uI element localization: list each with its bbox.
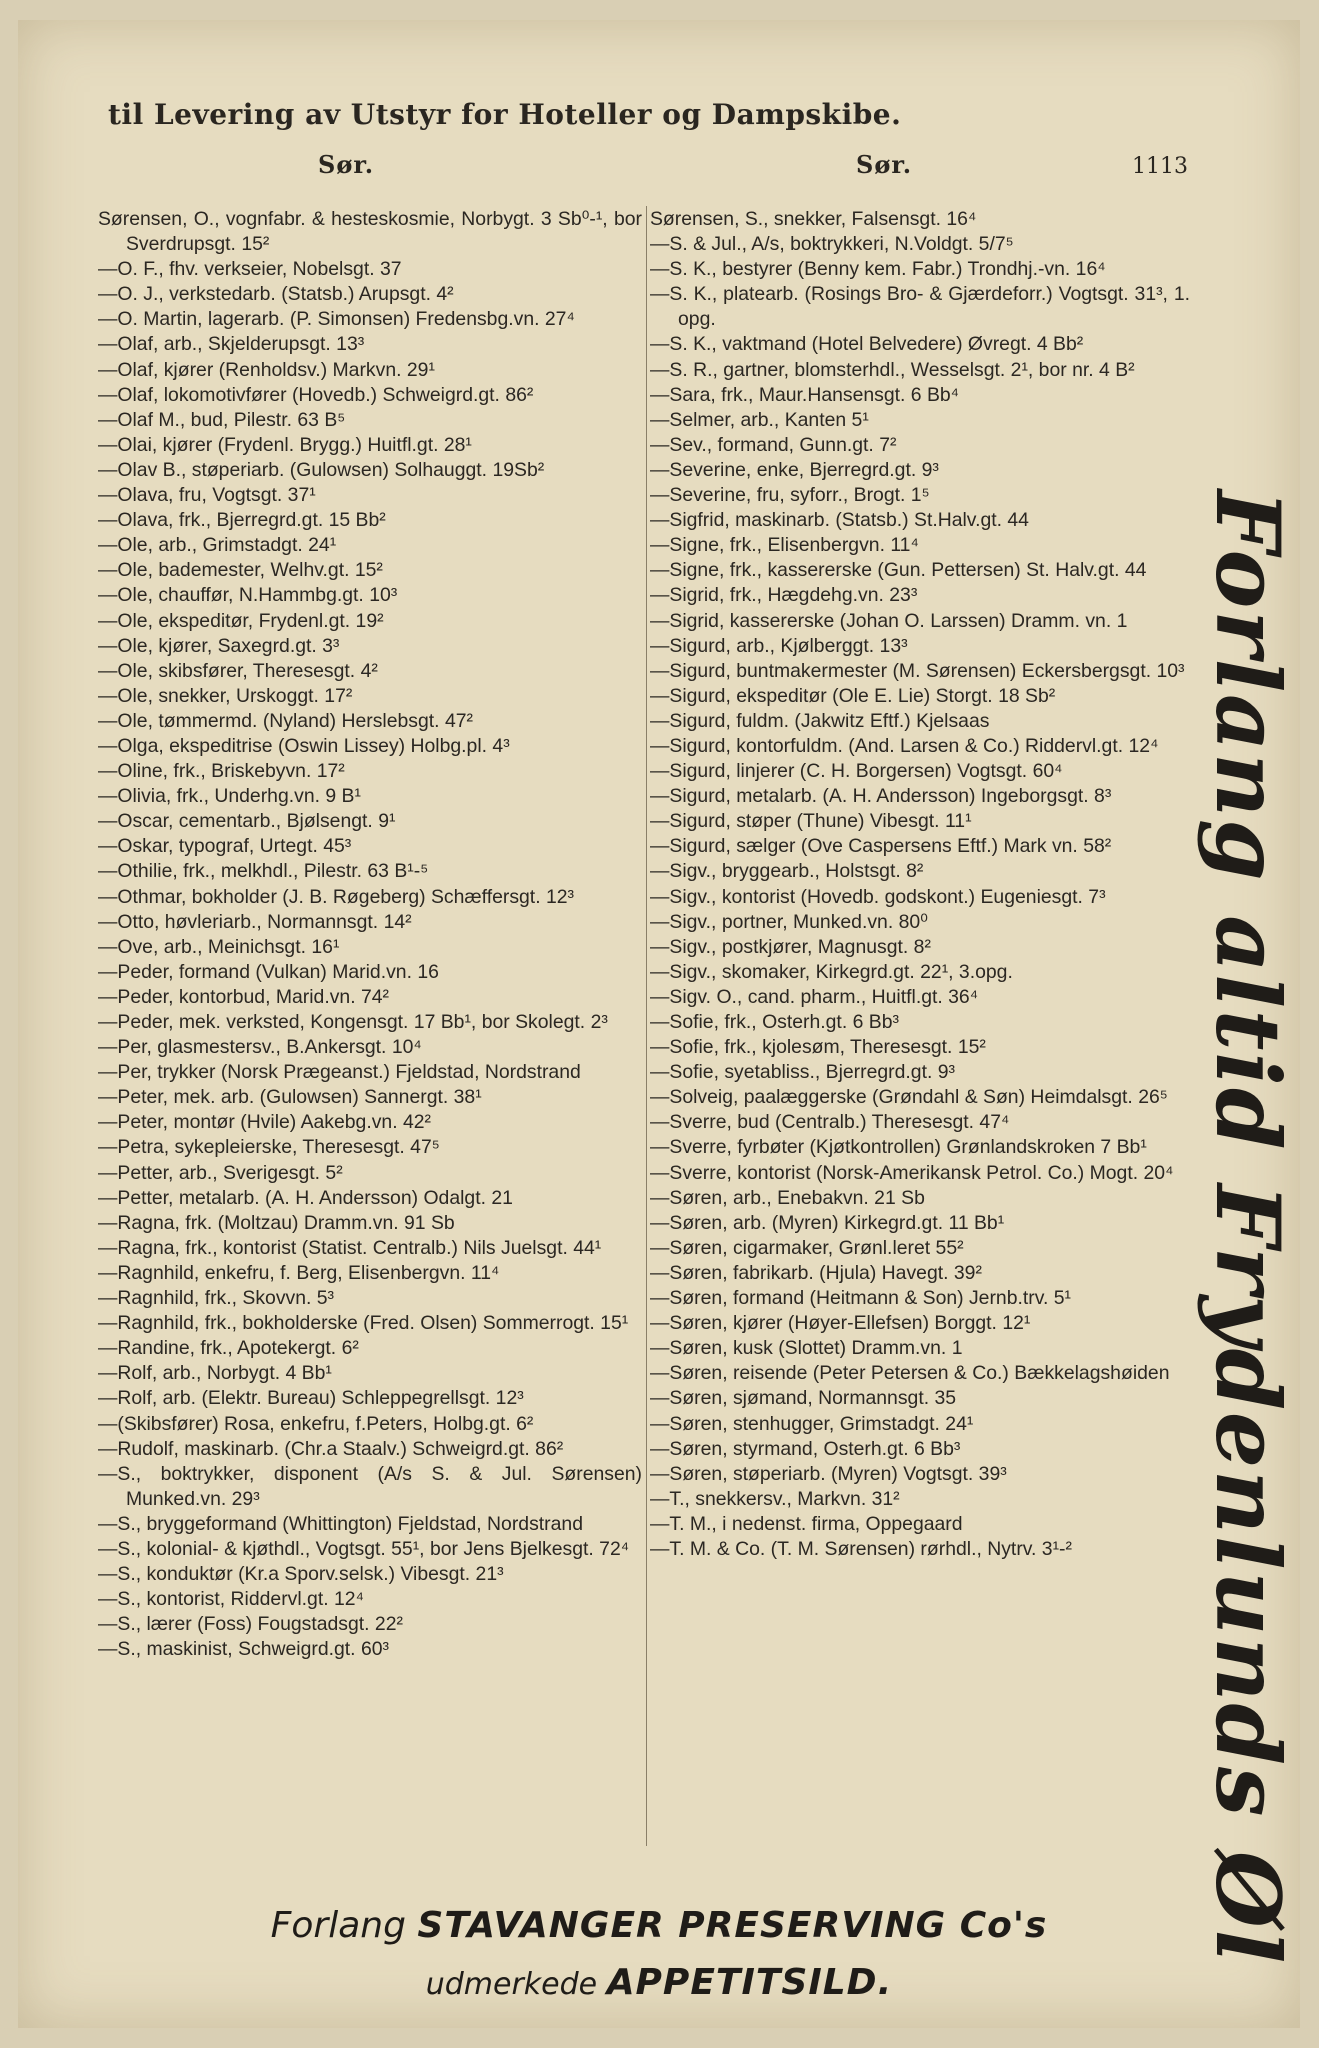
directory-entry: —Olava, fru, Vogtsgt. 37¹ — [98, 484, 316, 507]
directory-entry: Sørensen, S., snekker, Falsensgt. 16⁴ — [650, 208, 977, 230]
directory-entry: —Othilie, frk., melkhdl., Pilestr. 63 B¹-⁵ — [98, 860, 429, 883]
directory-entry: —Sigv., portner, Munked.vn. 80⁰ — [650, 910, 928, 933]
directory-entry: —S., konduktør (Kr.a Sporv.selsk.) Vibesgt. 21³ — [98, 1563, 504, 1586]
directory-entry: —S. R., gartner, blomsterhdl., Wesselsgt. 2¹, bor nr. 4 B² — [650, 358, 1135, 381]
directory-entry: —S., boktrykker, disponent (A/s S. & Jul. Sørensen) Munked.vn. 29³ — [98, 1462, 642, 1510]
directory-entry: —S., maskinist, Schweigrd.gt. 60³ — [98, 1638, 389, 1661]
directory-entry: —Søren, styrmand, Osterh.gt. 6 Bb³ — [650, 1437, 961, 1460]
directory-entry: —Rolf, arb. (Elektr. Bureau) Schleppegrellsgt. 12³ — [98, 1387, 524, 1410]
directory-entry: —T., snekkersv., Markvn. 31² — [650, 1487, 900, 1510]
directory-entry: —Sverre, fyrbøter (Kjøtkontrollen) Grønlandskroken 7 Bb¹ — [650, 1136, 1147, 1159]
directory-entry: —Ole, bademester, Welhv.gt. 15² — [98, 559, 383, 582]
directory-entry: —Peder, kontorbud, Marid.vn. 74² — [98, 985, 390, 1008]
directory-entry: —Olaf, lokomotivfører (Hovedb.) Schweigrd.gt. 86² — [98, 383, 534, 406]
directory-entry: —Sigv., skomaker, Kirkegrd.gt. 22¹, 3.opg. — [650, 960, 1013, 983]
footer-line1-prefix: Forlang — [270, 1905, 406, 1946]
right-column-heading: Sør. — [856, 150, 913, 179]
directory-entry: —Ole, ekspeditør, Frydenl.gt. 19² — [98, 609, 384, 632]
directory-entry: —O. Martin, lagerarb. (P. Simonsen) Fredensbg.vn. 27⁴ — [98, 308, 575, 331]
right-column-entries — [650, 207, 1190, 1562]
directory-entry: —Olivia, frk., Underhg.vn. 9 B¹ — [98, 785, 361, 808]
directory-entry: —Ove, arb., Meinichsgt. 16¹ — [98, 935, 340, 958]
directory-entry: —Ole, skibsfører, Theresesgt. 4² — [98, 659, 378, 682]
directory-entry: —Sigurd, buntmakermester (M. Sørensen) Eckersbergsgt. 10³ — [650, 659, 1185, 682]
directory-entry: —Ragnhild, enkefru, f. Berg, Elisenbergvn. 11⁴ — [98, 1261, 500, 1284]
directory-entry: —S., lærer (Foss) Fougstadsgt. 22² — [98, 1613, 403, 1636]
directory-entry: —Peder, formand (Vulkan) Marid.vn. 16 — [98, 960, 439, 983]
directory-entry: —Petter, arb., Sverigesgt. 5² — [98, 1161, 343, 1184]
directory-entry: —Søren, formand (Heitmann & Son) Jernb.trv. 5¹ — [650, 1287, 1071, 1310]
header-advertisement: til Levering av Utstyr for Hoteller og Dampskibe. — [108, 98, 902, 131]
directory-entry: —Sigurd, ekspeditør (Ole E. Lie) Storgt. 18 Sb² — [650, 684, 1056, 707]
directory-entry: —Sofie, frk., kjolesøm, Theresesgt. 15² — [650, 1036, 986, 1059]
directory-entry: —Sverre, kontorist (Norsk-Amerikansk Petrol. Co.) Mogt. 20⁴ — [650, 1161, 1174, 1184]
directory-entry: —Otto, høvleriarb., Normannsgt. 14² — [98, 910, 412, 933]
directory-entry: —Ole, arb., Grimstadgt. 24¹ — [98, 534, 337, 557]
directory-entry: —Oskar, typograf, Urtegt. 45³ — [98, 835, 352, 858]
directory-entry: —Oline, frk., Briskebyvn. 17² — [98, 760, 345, 783]
directory-entry: —Sigurd, linjerer (C. H. Borgersen) Vogtsgt. 60⁴ — [650, 760, 1063, 783]
directory-entry: —Søren, sjømand, Normannsgt. 35 — [650, 1387, 957, 1410]
directory-entry: —Sigurd, støper (Thune) Vibesgt. 11¹ — [650, 810, 972, 833]
left-column-entries — [98, 207, 642, 1662]
footer-advertisement-line1 — [18, 1905, 1300, 1946]
directory-entry: —S. K., platearb. (Rosings Bro- & Gjærdeforr.) Vogtsgt. 31³, 1. opg. — [650, 283, 1190, 331]
directory-entry: —Ole, snekker, Urskoggt. 17² — [98, 684, 353, 707]
directory-entry: —Sigurd, fuldm. (Jakwitz Eftf.) Kjelsaas — [650, 709, 990, 732]
directory-entry: —Rolf, arb., Norbygt. 4 Bb¹ — [98, 1362, 332, 1385]
directory-entry: —T. M. & Co. (T. M. Sørensen) rørhdl., Nytrv. 3¹-² — [650, 1537, 1072, 1560]
directory-entry: —Per, trykker (Norsk Prægeanst.) Fjeldstad, Nordstrand — [98, 1061, 581, 1084]
directory-entry: —Søren, reisende (Peter Petersen & Co.) Bækkelagshøiden — [650, 1362, 1170, 1385]
directory-entry: —Per, glasmestersv., B.Ankersgt. 10⁴ — [98, 1036, 422, 1059]
directory-entry: —Peder, mek. verksted, Kongensgt. 17 Bb¹, bor Skolegt. 2³ — [98, 1011, 608, 1033]
directory-entry: —Othmar, bokholder (J. B. Røgeberg) Schæffersgt. 12³ — [98, 885, 574, 908]
directory-entry: —Rudolf, maskinarb. (Chr.a Staalv.) Schweigrd.gt. 86² — [98, 1437, 564, 1460]
directory-entry: —Søren, støperiarb. (Myren) Vogtsgt. 39³ — [650, 1462, 1007, 1485]
directory-entry: —Sverre, bud (Centralb.) Theresesgt. 47⁴ — [650, 1111, 1010, 1134]
side-advertisement-text: Forlang altid Frydenlunds Øl — [1196, 490, 1300, 1966]
directory-entry: —Søren, stenhugger, Grimstadgt. 24¹ — [650, 1412, 974, 1435]
directory-entry: —S., kolonial- & kjøthdl., Vogtsgt. 55¹, bor Jens Bjelkesgt. 72⁴ — [98, 1537, 630, 1560]
directory-entry: —Sev., formand, Gunn.gt. 7² — [650, 433, 897, 456]
directory-entry: —Olga, ekspeditrise (Oswin Lissey) Holbg.pl. 4³ — [98, 734, 510, 757]
side-advertisement — [1188, 490, 1308, 1966]
page-number: 1113 — [1132, 154, 1188, 179]
directory-entry: —Sigurd, metalarb. (A. H. Andersson) Ingeborgsgt. 8³ — [650, 785, 1112, 808]
directory-entry: —Olai, kjører (Frydenl. Brygg.) Huitfl.gt. 28¹ — [98, 433, 472, 456]
directory-entry: —Sigurd, kontorfuldm. (And. Larsen & Co.) Riddervl.gt. 12⁴ — [650, 734, 1159, 757]
directory-entry: —O. J., verkstedarb. (Statsb.) Arupsgt. 4² — [98, 283, 454, 306]
directory-entry: —Sigv. O., cand. pharm., Huitfl.gt. 36⁴ — [650, 985, 979, 1008]
footer-advertisement-line2 — [18, 1962, 1300, 2003]
directory-entry: —Peter, mek. arb. (Gulowsen) Sannergt. 38¹ — [98, 1086, 482, 1109]
directory-entry: —Peter, montør (Hvile) Aakebg.vn. 42² — [98, 1111, 432, 1134]
directory-entry: —Severine, enke, Bjerregrd.gt. 9³ — [650, 458, 939, 481]
directory-entry: —Olaf, arb., Skjelderupsgt. 13³ — [98, 333, 365, 356]
directory-entry: —S., bryggeformand (Whittington) Fjeldstad, Nordstrand — [98, 1512, 583, 1535]
directory-entry: —Severine, fru, syforr., Brogt. 1⁵ — [650, 484, 930, 507]
directory-entry: —Sofie, frk., Osterh.gt. 6 Bb³ — [650, 1011, 899, 1033]
directory-entry: —Ole, kjører, Saxegrd.gt. 3³ — [98, 634, 340, 657]
directory-entry: —Ole, chauffør, N.Hammbg.gt. 10³ — [98, 584, 398, 607]
directory-entry: —Sigrid, frk., Hægdehg.vn. 23³ — [650, 584, 918, 607]
footer-line2-prefix: udmerkede — [425, 1967, 598, 2002]
directory-entry: —Ragnhild, frk., Skovvn. 5³ — [98, 1287, 335, 1310]
directory-entry: —S. K., bestyrer (Benny kem. Fabr.) Trondhj.-vn. 16⁴ — [650, 258, 1106, 281]
directory-entry: —Sigurd, sælger (Ove Caspersens Eftf.) Mark vn. 58² — [650, 835, 1112, 858]
directory-entry: —Søren, kjører (Høyer-Ellefsen) Borggt. 12¹ — [650, 1312, 1031, 1335]
directory-entry: —Sigurd, arb., Kjølberggt. 13³ — [650, 634, 908, 657]
directory-entry: —S., kontorist, Riddervl.gt. 12⁴ — [98, 1588, 364, 1611]
directory-entry: —Signe, frk., kassererske (Gun. Pettersen) St. Halv.gt. 44 — [650, 559, 1147, 582]
directory-entry: —Ragna, frk. (Moltzau) Dramm.vn. 91 Sb — [98, 1211, 455, 1234]
directory-entry: —S. & Jul., A/s, boktrykkeri, N.Voldgt. 5/7⁵ — [650, 233, 1014, 256]
directory-entry: —Sara, frk., Maur.Hansensgt. 6 Bb⁴ — [650, 383, 960, 406]
directory-entry: —Sigfrid, maskinarb. (Statsb.) St.Halv.gt. 44 — [650, 509, 1029, 532]
directory-entry: —Sigv., postkjører, Magnusgt. 8² — [650, 935, 931, 958]
directory-entry: —Søren, fabrikarb. (Hjula) Havegt. 39² — [650, 1261, 982, 1284]
directory-entry: —Olav B., støperiarb. (Gulowsen) Solhauggt. 19Sb² — [98, 458, 545, 481]
directory-entry: —Ole, tømmermd. (Nyland) Herslebsgt. 47² — [98, 709, 473, 732]
directory-entry: —Søren, kusk (Slottet) Dramm.vn. 1 — [650, 1337, 963, 1360]
directory-entry: —Solveig, paalæggerske (Grøndahl & Søn) Heimdalsgt. 26⁵ — [650, 1086, 1168, 1109]
directory-entry: —Sofie, syetabliss., Bjerregrd.gt. 9³ — [650, 1061, 955, 1084]
directory-entry: —Ragnhild, frk., bokholderske (Fred. Olsen) Sommerrogt. 15¹ — [98, 1312, 629, 1335]
directory-entry: Sørensen, O., vognfabr. & hesteskosmie, Norbygt. 3 Sb⁰-¹, bor Sverdrupsgt. 15² — [98, 208, 642, 256]
directory-entry: —Sigrid, kassererske (Johan O. Larssen) Dramm. vn. 1 — [650, 609, 1128, 632]
footer-line1-brand: STAVANGER PRESERVING Co's — [417, 1905, 1048, 1946]
directory-entry: —Olava, frk., Bjerregrd.gt. 15 Bb² — [98, 509, 386, 532]
directory-entry: —Olaf, kjører (Renholdsv.) Markvn. 29¹ — [98, 358, 435, 381]
directory-entry: —Søren, arb., Enebakvn. 21 Sb — [650, 1186, 925, 1209]
footer-line2-product: APPETITSILD. — [606, 1962, 893, 2003]
directory-entry: —S. K., vaktmand (Hotel Belvedere) Øvregt. 4 Bb² — [650, 333, 1084, 356]
directory-entry: —Olaf M., bud, Pilestr. 63 B⁵ — [98, 408, 346, 431]
directory-entry: —Petter, metalarb. (A. H. Andersson) Odalgt. 21 — [98, 1186, 513, 1209]
directory-entry: —Oscar, cementarb., Bjølsengt. 9¹ — [98, 810, 396, 833]
directory-entry: —T. M., i nedenst. firma, Oppegaard — [650, 1512, 963, 1535]
directory-page — [18, 20, 1300, 2028]
directory-entry: —Sigv., kontorist (Hovedb. godskont.) Eugeniesgt. 7³ — [650, 885, 1106, 908]
directory-entry: —(Skibsfører) Rosa, enkefru, f.Peters, Holbg.gt. 6² — [98, 1412, 534, 1435]
directory-entry: —O. F., fhv. verkseier, Nobelsgt. 37 — [98, 258, 402, 281]
directory-entry: —Søren, cigarmaker, Grønl.leret 55² — [650, 1236, 964, 1259]
directory-entry: —Randine, frk., Apotekergt. 6² — [98, 1337, 359, 1360]
column-divider — [646, 206, 647, 1846]
directory-entry: —Ragna, frk., kontorist (Statist. Centralb.) Nils Juelsgt. 44¹ — [98, 1236, 602, 1259]
directory-entry: —Søren, arb. (Myren) Kirkegrd.gt. 11 Bb¹ — [650, 1211, 1005, 1234]
left-column-heading: Sør. — [318, 150, 375, 179]
directory-entry: —Selmer, arb., Kanten 5¹ — [650, 408, 869, 431]
directory-entry: —Signe, frk., Elisenbergvn. 11⁴ — [650, 534, 919, 557]
directory-entry: —Petra, sykepleierske, Theresesgt. 47⁵ — [98, 1136, 440, 1159]
directory-entry: —Sigv., bryggearb., Holstsgt. 8² — [650, 860, 924, 883]
